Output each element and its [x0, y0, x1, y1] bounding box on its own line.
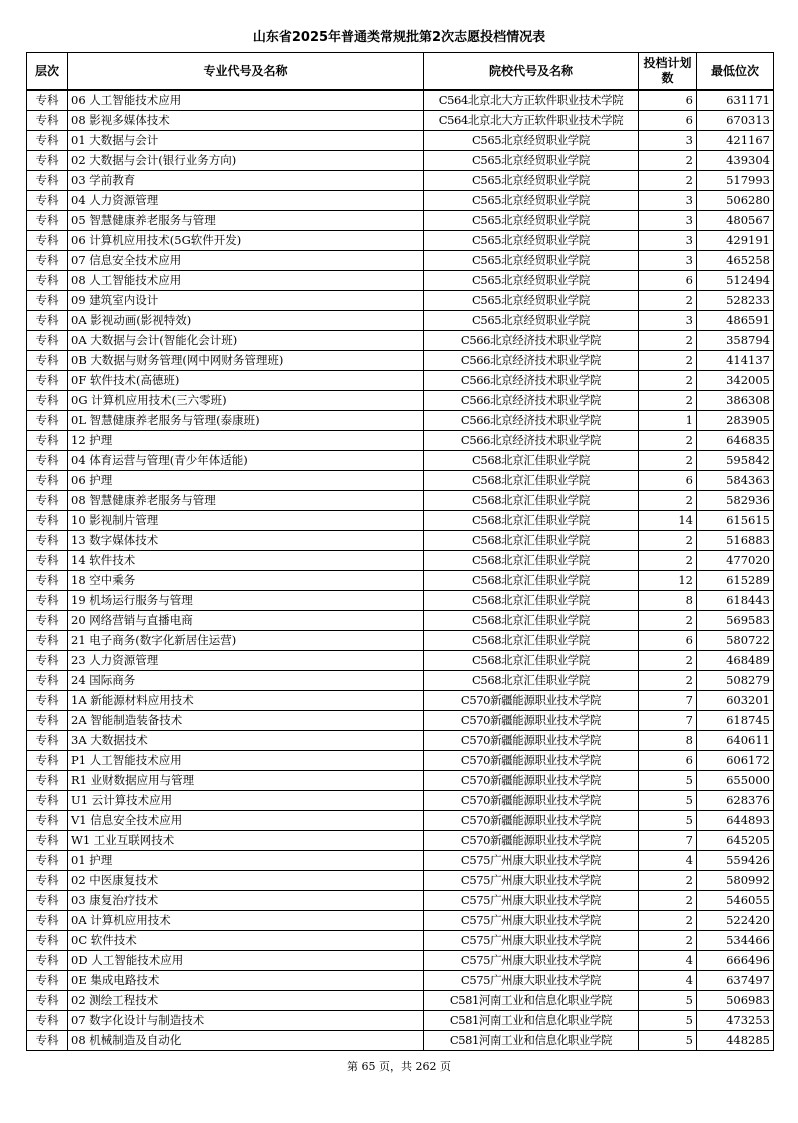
- table-row: [27, 511, 774, 531]
- cell-plan: 7: [639, 691, 697, 711]
- cell-level: 专科: [27, 131, 68, 151]
- cell-plan: 14: [639, 511, 697, 531]
- cell-plan: 2: [639, 931, 697, 951]
- cell-major: 06 计算机应用技术(5G软件开发): [68, 231, 424, 251]
- cell-rank: 473253: [697, 1011, 774, 1031]
- cell-level: 专科: [27, 311, 68, 331]
- table-row: [27, 591, 774, 611]
- cell-major: 0L 智慧健康养老服务与管理(泰康班): [68, 411, 424, 431]
- cell-rank: 618745: [697, 711, 774, 731]
- cell-major: 0A 大数据与会计(智能化会计班): [68, 331, 424, 351]
- table-row: [27, 851, 774, 871]
- cell-plan: 3: [639, 251, 697, 271]
- cell-plan: 5: [639, 1031, 697, 1051]
- cell-plan: 2: [639, 291, 697, 311]
- header-plan: 投档计划数: [639, 53, 697, 91]
- table-row: [27, 451, 774, 471]
- cell-plan: 2: [639, 331, 697, 351]
- cell-major: 3A 大数据技术: [68, 731, 424, 751]
- cell-school: C570新疆能源职业技术学院: [424, 811, 639, 831]
- table-row: [27, 331, 774, 351]
- cell-major: 23 人力资源管理: [68, 651, 424, 671]
- table-row: [27, 271, 774, 291]
- cell-plan: 4: [639, 951, 697, 971]
- cell-rank: 580722: [697, 631, 774, 651]
- cell-major: 04 人力资源管理: [68, 191, 424, 211]
- table-row: [27, 571, 774, 591]
- cell-rank: 646835: [697, 431, 774, 451]
- cell-plan: 2: [639, 671, 697, 691]
- table-row: [27, 831, 774, 851]
- cell-major: 12 护理: [68, 431, 424, 451]
- cell-school: C581河南工业和信息化职业学院: [424, 1031, 639, 1051]
- cell-plan: 2: [639, 431, 697, 451]
- cell-school: C575广州康大职业技术学院: [424, 951, 639, 971]
- cell-plan: 1: [639, 411, 697, 431]
- cell-school: C568北京汇佳职业学院: [424, 491, 639, 511]
- table-row: [27, 1011, 774, 1031]
- table-row: [27, 891, 774, 911]
- cell-rank: 414137: [697, 351, 774, 371]
- cell-rank: 486591: [697, 311, 774, 331]
- cell-major: V1 信息安全技术应用: [68, 811, 424, 831]
- cell-rank: 584363: [697, 471, 774, 491]
- table-row: [27, 90, 774, 111]
- cell-rank: 582936: [697, 491, 774, 511]
- cell-major: 13 数字媒体技术: [68, 531, 424, 551]
- table-row: [27, 1031, 774, 1051]
- cell-level: 专科: [27, 631, 68, 651]
- cell-level: 专科: [27, 151, 68, 171]
- cell-rank: 421167: [697, 131, 774, 151]
- cell-major: 08 影视多媒体技术: [68, 111, 424, 131]
- cell-plan: 7: [639, 711, 697, 731]
- cell-level: 专科: [27, 431, 68, 451]
- cell-major: 01 大数据与会计: [68, 131, 424, 151]
- table-row: [27, 691, 774, 711]
- cell-level: 专科: [27, 351, 68, 371]
- cell-school: C568北京汇佳职业学院: [424, 671, 639, 691]
- cell-plan: 2: [639, 551, 697, 571]
- cell-school: C570新疆能源职业技术学院: [424, 691, 639, 711]
- cell-school: C568北京汇佳职业学院: [424, 511, 639, 531]
- cell-level: 专科: [27, 551, 68, 571]
- page-footer: 第 65 页，共 262 页: [347, 1060, 451, 1073]
- cell-rank: 516883: [697, 531, 774, 551]
- header-row: [27, 53, 774, 91]
- cell-major: 07 信息安全技术应用: [68, 251, 424, 271]
- cell-level: 专科: [27, 191, 68, 211]
- admission-table: [26, 52, 774, 1051]
- cell-level: 专科: [27, 171, 68, 191]
- cell-rank: 506983: [697, 991, 774, 1011]
- cell-school: C565北京经贸职业学院: [424, 131, 639, 151]
- cell-major: 02 大数据与会计(银行业务方向): [68, 151, 424, 171]
- table-row: [27, 671, 774, 691]
- cell-level: 专科: [27, 831, 68, 851]
- cell-school: C568北京汇佳职业学院: [424, 531, 639, 551]
- cell-school: C575广州康大职业技术学院: [424, 911, 639, 931]
- cell-plan: 6: [639, 631, 697, 651]
- cell-school: C570新疆能源职业技术学院: [424, 711, 639, 731]
- cell-major: 20 网络营销与直播电商: [68, 611, 424, 631]
- cell-rank: 534466: [697, 931, 774, 951]
- cell-level: 专科: [27, 291, 68, 311]
- cell-school: C575广州康大职业技术学院: [424, 971, 639, 991]
- cell-plan: 2: [639, 451, 697, 471]
- cell-school: C565北京经贸职业学院: [424, 171, 639, 191]
- cell-level: 专科: [27, 851, 68, 871]
- cell-major: 07 数字化设计与制造技术: [68, 1011, 424, 1031]
- cell-school: C565北京经贸职业学院: [424, 271, 639, 291]
- cell-plan: 2: [639, 391, 697, 411]
- cell-rank: 606172: [697, 751, 774, 771]
- cell-rank: 506280: [697, 191, 774, 211]
- cell-school: C581河南工业和信息化职业学院: [424, 991, 639, 1011]
- cell-major: 08 机械制造及自动化: [68, 1031, 424, 1051]
- cell-plan: 3: [639, 131, 697, 151]
- cell-major: 02 测绘工程技术: [68, 991, 424, 1011]
- cell-school: C570新疆能源职业技术学院: [424, 751, 639, 771]
- cell-major: U1 云计算技术应用: [68, 791, 424, 811]
- cell-level: 专科: [27, 211, 68, 231]
- cell-plan: 2: [639, 651, 697, 671]
- table-row: [27, 791, 774, 811]
- cell-level: 专科: [27, 991, 68, 1011]
- cell-school: C568北京汇佳职业学院: [424, 591, 639, 611]
- cell-school: C575广州康大职业技术学院: [424, 871, 639, 891]
- cell-rank: 603201: [697, 691, 774, 711]
- cell-major: 0B 大数据与财务管理(网中网财务管理班): [68, 351, 424, 371]
- cell-level: 专科: [27, 331, 68, 351]
- cell-major: 05 智慧健康养老服务与管理: [68, 211, 424, 231]
- cell-level: 专科: [27, 951, 68, 971]
- cell-rank: 439304: [697, 151, 774, 171]
- table-row: [27, 131, 774, 151]
- cell-major: 0F 软件技术(高德班): [68, 371, 424, 391]
- cell-rank: 508279: [697, 671, 774, 691]
- cell-major: 19 机场运行服务与管理: [68, 591, 424, 611]
- cell-level: 专科: [27, 711, 68, 731]
- cell-rank: 448285: [697, 1031, 774, 1051]
- cell-major: 21 电子商务(数字化新居住运营): [68, 631, 424, 651]
- cell-plan: 6: [639, 751, 697, 771]
- cell-rank: 528233: [697, 291, 774, 311]
- cell-level: 专科: [27, 411, 68, 431]
- table-row: [27, 771, 774, 791]
- table-row: [27, 251, 774, 271]
- cell-plan: 2: [639, 911, 697, 931]
- cell-level: 专科: [27, 531, 68, 551]
- cell-plan: 2: [639, 351, 697, 371]
- cell-plan: 5: [639, 1011, 697, 1031]
- cell-level: 专科: [27, 791, 68, 811]
- cell-plan: 5: [639, 811, 697, 831]
- cell-rank: 283905: [697, 411, 774, 431]
- cell-plan: 7: [639, 831, 697, 851]
- table-row: [27, 931, 774, 951]
- table-row: [27, 371, 774, 391]
- cell-plan: 3: [639, 231, 697, 251]
- cell-major: 09 建筑室内设计: [68, 291, 424, 311]
- cell-school: C565北京经贸职业学院: [424, 211, 639, 231]
- cell-plan: 6: [639, 271, 697, 291]
- cell-school: C566北京经济技术职业学院: [424, 371, 639, 391]
- cell-school: C568北京汇佳职业学院: [424, 631, 639, 651]
- cell-plan: 3: [639, 211, 697, 231]
- table-row: [27, 431, 774, 451]
- cell-rank: 628376: [697, 791, 774, 811]
- cell-level: 专科: [27, 911, 68, 931]
- cell-level: 专科: [27, 451, 68, 471]
- cell-school: C570新疆能源职业技术学院: [424, 771, 639, 791]
- table-header: [27, 53, 774, 91]
- cell-plan: 2: [639, 371, 697, 391]
- cell-major: W1 工业互联网技术: [68, 831, 424, 851]
- table-row: [27, 531, 774, 551]
- cell-rank: 645205: [697, 831, 774, 851]
- table-row: [27, 651, 774, 671]
- cell-major: 14 软件技术: [68, 551, 424, 571]
- cell-rank: 465258: [697, 251, 774, 271]
- cell-school: C565北京经贸职业学院: [424, 231, 639, 251]
- cell-rank: 517993: [697, 171, 774, 191]
- cell-major: 03 康复治疗技术: [68, 891, 424, 911]
- cell-rank: 569583: [697, 611, 774, 631]
- cell-school: C565北京经贸职业学院: [424, 251, 639, 271]
- cell-rank: 670313: [697, 111, 774, 131]
- table-row: [27, 811, 774, 831]
- cell-major: 03 学前教育: [68, 171, 424, 191]
- cell-level: 专科: [27, 271, 68, 291]
- cell-level: 专科: [27, 751, 68, 771]
- cell-plan: 2: [639, 491, 697, 511]
- cell-school: C568北京汇佳职业学院: [424, 651, 639, 671]
- table-row: [27, 951, 774, 971]
- table-body: [27, 90, 774, 1051]
- cell-plan: 5: [639, 991, 697, 1011]
- table-row: [27, 711, 774, 731]
- cell-school: C564北京北大方正软件职业技术学院: [424, 90, 639, 111]
- cell-rank: 358794: [697, 331, 774, 351]
- cell-school: C568北京汇佳职业学院: [424, 571, 639, 591]
- cell-rank: 618443: [697, 591, 774, 611]
- cell-rank: 666496: [697, 951, 774, 971]
- cell-level: 专科: [27, 90, 68, 111]
- cell-major: 18 空中乘务: [68, 571, 424, 591]
- cell-major: 06 人工智能技术应用: [68, 90, 424, 111]
- cell-level: 专科: [27, 491, 68, 511]
- table-row: [27, 211, 774, 231]
- table-row: [27, 911, 774, 931]
- cell-plan: 6: [639, 111, 697, 131]
- cell-level: 专科: [27, 1011, 68, 1031]
- cell-level: 专科: [27, 871, 68, 891]
- cell-level: 专科: [27, 611, 68, 631]
- cell-major: 24 国际商务: [68, 671, 424, 691]
- cell-major: 10 影视制片管理: [68, 511, 424, 531]
- cell-rank: 522420: [697, 911, 774, 931]
- cell-level: 专科: [27, 931, 68, 951]
- cell-major: 01 护理: [68, 851, 424, 871]
- cell-rank: 342005: [697, 371, 774, 391]
- cell-school: C566北京经济技术职业学院: [424, 431, 639, 451]
- table-row: [27, 151, 774, 171]
- cell-plan: 8: [639, 591, 697, 611]
- header-level: 层次: [27, 53, 68, 91]
- cell-major: R1 业财数据应用与管理: [68, 771, 424, 791]
- header-rank: 最低位次: [697, 53, 774, 91]
- cell-level: 专科: [27, 651, 68, 671]
- cell-level: 专科: [27, 891, 68, 911]
- header-major: 专业代号及名称: [68, 53, 424, 91]
- cell-rank: 546055: [697, 891, 774, 911]
- cell-major: 0E 集成电路技术: [68, 971, 424, 991]
- cell-rank: 595842: [697, 451, 774, 471]
- cell-school: C565北京经贸职业学院: [424, 311, 639, 331]
- cell-level: 专科: [27, 471, 68, 491]
- cell-rank: 615289: [697, 571, 774, 591]
- cell-plan: 6: [639, 90, 697, 111]
- table-row: [27, 991, 774, 1011]
- cell-school: C575广州康大职业技术学院: [424, 851, 639, 871]
- header-school: 院校代号及名称: [424, 53, 639, 91]
- cell-level: 专科: [27, 231, 68, 251]
- cell-school: C566北京经济技术职业学院: [424, 391, 639, 411]
- cell-plan: 3: [639, 191, 697, 211]
- cell-major: P1 人工智能技术应用: [68, 751, 424, 771]
- cell-school: C565北京经贸职业学院: [424, 191, 639, 211]
- cell-level: 专科: [27, 571, 68, 591]
- cell-school: C570新疆能源职业技术学院: [424, 791, 639, 811]
- table-row: [27, 611, 774, 631]
- cell-school: C570新疆能源职业技术学院: [424, 831, 639, 851]
- table-row: [27, 551, 774, 571]
- cell-plan: 2: [639, 151, 697, 171]
- cell-school: C566北京经济技术职业学院: [424, 351, 639, 371]
- cell-rank: 644893: [697, 811, 774, 831]
- cell-major: 0A 计算机应用技术: [68, 911, 424, 931]
- cell-school: C568北京汇佳职业学院: [424, 551, 639, 571]
- cell-major: 06 护理: [68, 471, 424, 491]
- cell-level: 专科: [27, 371, 68, 391]
- cell-rank: 615615: [697, 511, 774, 531]
- cell-plan: 2: [639, 531, 697, 551]
- cell-school: C566北京经济技术职业学院: [424, 331, 639, 351]
- table-row: [27, 391, 774, 411]
- table-row: [27, 171, 774, 191]
- cell-plan: 8: [639, 731, 697, 751]
- cell-rank: 468489: [697, 651, 774, 671]
- cell-level: 专科: [27, 731, 68, 751]
- cell-rank: 477020: [697, 551, 774, 571]
- cell-plan: 2: [639, 891, 697, 911]
- table-row: [27, 871, 774, 891]
- cell-plan: 12: [639, 571, 697, 591]
- cell-level: 专科: [27, 511, 68, 531]
- table-row: [27, 491, 774, 511]
- cell-school: C570新疆能源职业技术学院: [424, 731, 639, 751]
- table-row: [27, 751, 774, 771]
- cell-major: 0C 软件技术: [68, 931, 424, 951]
- cell-school: C575广州康大职业技术学院: [424, 931, 639, 951]
- cell-plan: 4: [639, 851, 697, 871]
- cell-school: C566北京经济技术职业学院: [424, 411, 639, 431]
- table-row: [27, 731, 774, 751]
- cell-school: C568北京汇佳职业学院: [424, 611, 639, 631]
- cell-school: C565北京经贸职业学院: [424, 291, 639, 311]
- cell-school: C568北京汇佳职业学院: [424, 451, 639, 471]
- cell-level: 专科: [27, 811, 68, 831]
- cell-level: 专科: [27, 251, 68, 271]
- cell-level: 专科: [27, 591, 68, 611]
- cell-plan: 6: [639, 471, 697, 491]
- table-row: [27, 111, 774, 131]
- cell-school: C581河南工业和信息化职业学院: [424, 1011, 639, 1031]
- cell-major: 08 智慧健康养老服务与管理: [68, 491, 424, 511]
- cell-school: C575广州康大职业技术学院: [424, 891, 639, 911]
- cell-level: 专科: [27, 771, 68, 791]
- cell-major: 08 人工智能技术应用: [68, 271, 424, 291]
- cell-rank: 512494: [697, 271, 774, 291]
- cell-school: C564北京北大方正软件职业技术学院: [424, 111, 639, 131]
- cell-major: 2A 智能制造装备技术: [68, 711, 424, 731]
- cell-major: 02 中医康复技术: [68, 871, 424, 891]
- cell-plan: 2: [639, 611, 697, 631]
- cell-plan: 4: [639, 971, 697, 991]
- cell-major: 0A 影视动画(影视特效): [68, 311, 424, 331]
- cell-major: 1A 新能源材料应用技术: [68, 691, 424, 711]
- cell-level: 专科: [27, 691, 68, 711]
- cell-rank: 480567: [697, 211, 774, 231]
- cell-school: C565北京经贸职业学院: [424, 151, 639, 171]
- cell-plan: 2: [639, 171, 697, 191]
- table-row: [27, 291, 774, 311]
- table-row: [27, 971, 774, 991]
- table-row: [27, 411, 774, 431]
- cell-major: 0G 计算机应用技术(三六零班): [68, 391, 424, 411]
- cell-rank: 637497: [697, 971, 774, 991]
- cell-major: 04 体育运营与管理(青少年体适能): [68, 451, 424, 471]
- cell-level: 专科: [27, 391, 68, 411]
- table-row: [27, 311, 774, 331]
- cell-level: 专科: [27, 111, 68, 131]
- table-row: [27, 631, 774, 651]
- table-row: [27, 471, 774, 491]
- cell-rank: 559426: [697, 851, 774, 871]
- table-row: [27, 231, 774, 251]
- cell-level: 专科: [27, 671, 68, 691]
- cell-plan: 5: [639, 791, 697, 811]
- table-row: [27, 191, 774, 211]
- cell-rank: 386308: [697, 391, 774, 411]
- cell-rank: 429191: [697, 231, 774, 251]
- cell-rank: 631171: [697, 90, 774, 111]
- cell-plan: 2: [639, 871, 697, 891]
- cell-school: C568北京汇佳职业学院: [424, 471, 639, 491]
- page-title: 山东省2025年普通类常规批第2次志愿投档情况表: [252, 30, 546, 45]
- cell-rank: 580992: [697, 871, 774, 891]
- cell-major: 0D 人工智能技术应用: [68, 951, 424, 971]
- cell-plan: 5: [639, 771, 697, 791]
- cell-level: 专科: [27, 971, 68, 991]
- cell-plan: 3: [639, 311, 697, 331]
- cell-rank: 655000: [697, 771, 774, 791]
- table-row: [27, 351, 774, 371]
- cell-level: 专科: [27, 1031, 68, 1051]
- cell-rank: 640611: [697, 731, 774, 751]
